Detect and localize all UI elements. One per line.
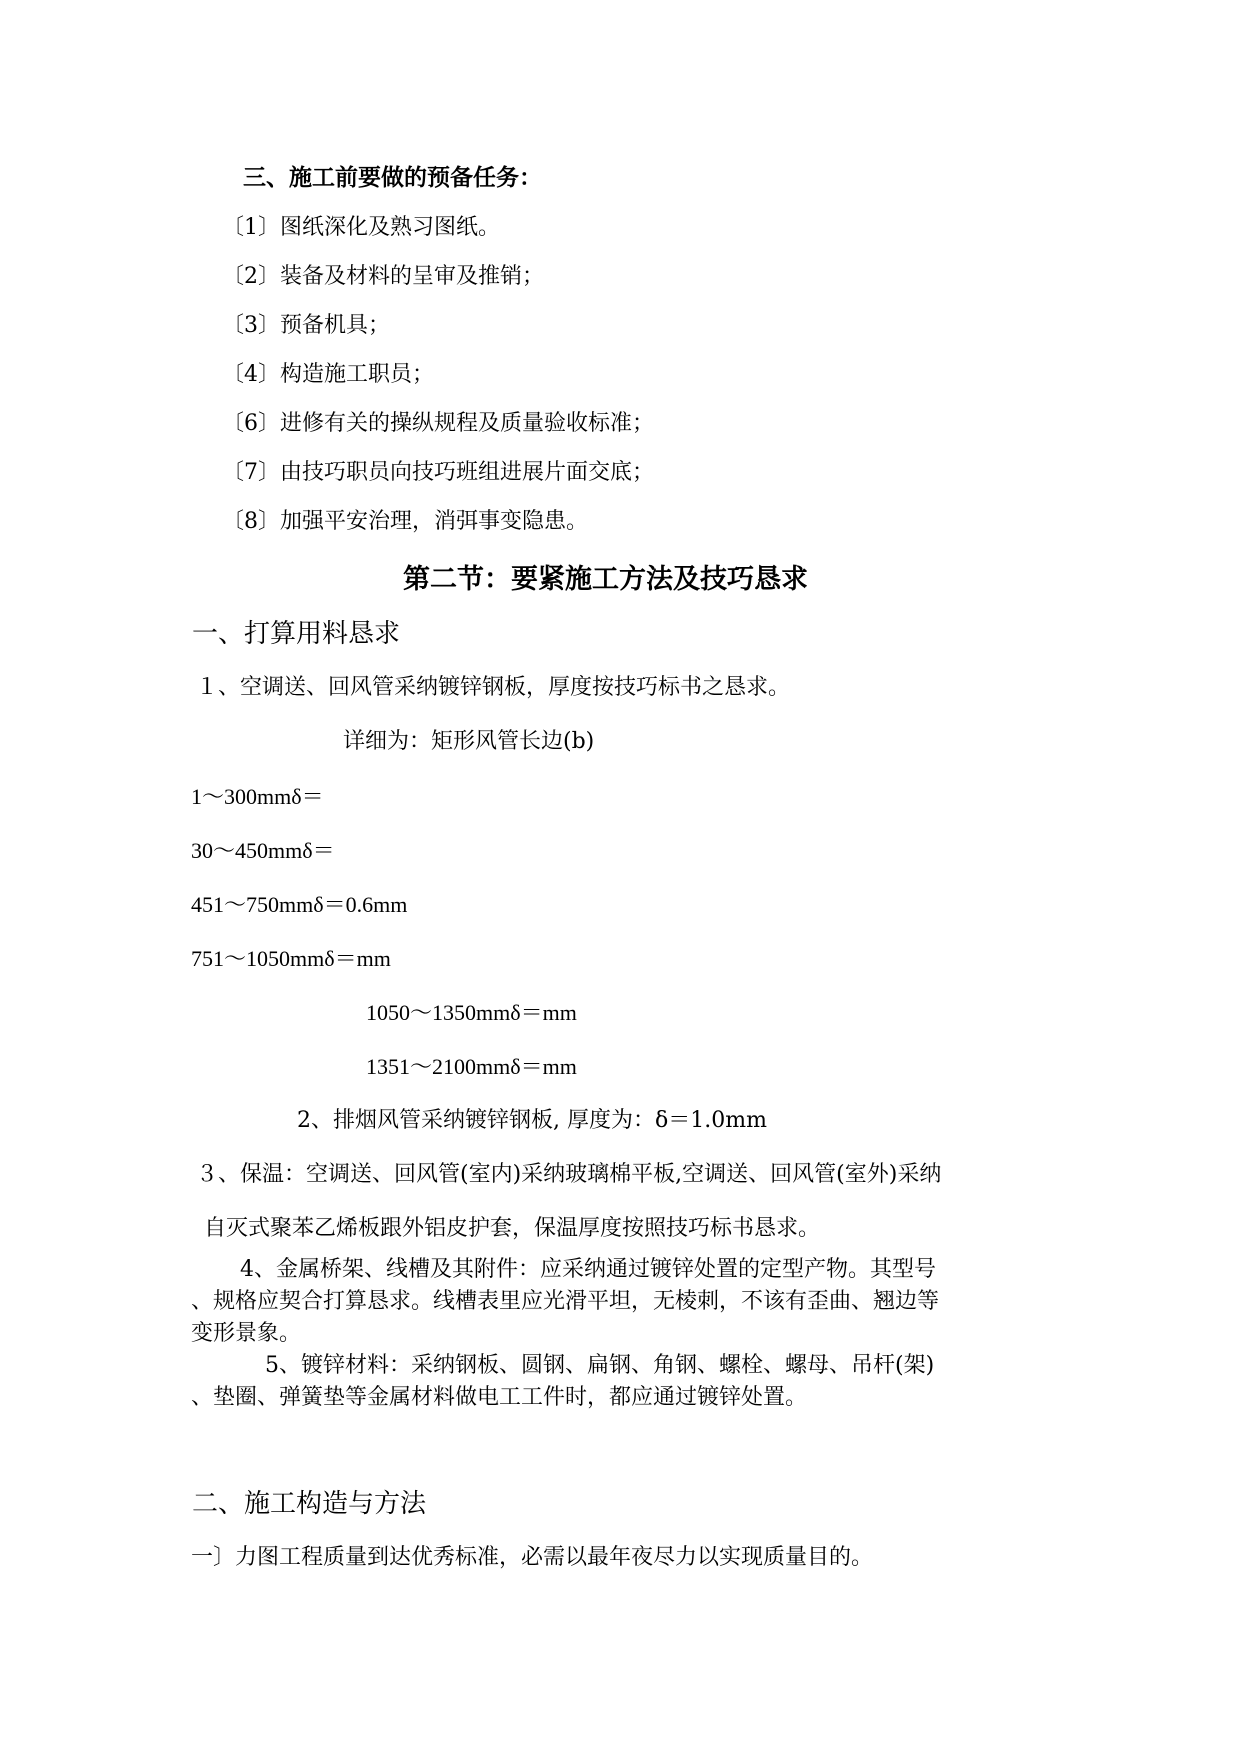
paragraph-3-line-2: 自灭式聚苯乙烯板跟外铝皮护套，保温厚度按照技巧标书恳求。 xyxy=(204,1216,821,1241)
paragraph-4-line-3: 变形景象。 xyxy=(191,1321,302,1346)
prep-item-2: 〔2〕装备及材料的呈审及推销； xyxy=(222,264,544,289)
thickness-row-6: 1351～2100mmδ＝mm xyxy=(366,1054,577,1079)
thickness-row-3: 451～750mmδ＝0.6mm xyxy=(191,892,408,917)
paragraph-4-line-1: 4、金属桥架、线槽及其附件：应采纳通过镀锌处置的定型产物。其型号 xyxy=(240,1257,936,1282)
paragraph-last: 一〕力图工程质量到达优秀标准，必需以最年夜尽力以实现质量目的。 xyxy=(191,1545,874,1570)
heading-design-materials: 一、打算用料恳求 xyxy=(192,619,401,649)
heading-preparation-tasks: 三、施工前要做的预备任务： xyxy=(243,164,542,191)
thickness-row-4: 751～1050mmδ＝mm xyxy=(191,946,391,971)
prep-item-7: 〔7〕由技巧职员向技巧班组进展片面交底； xyxy=(222,460,654,485)
section-title: 第二节：要紧施工方法及技巧恳求 xyxy=(403,564,808,595)
paragraph-4-line-2: 、规格应契合打算恳求。线槽表里应光滑平坦，无棱刺，不该有歪曲、翘边等 xyxy=(191,1289,940,1314)
paragraph-3-line-1: ３、保温：空调送、回风管(室内)采纳玻璃棉平板,空调送、回风管(室外)采纳 xyxy=(196,1162,942,1187)
paragraph-1: １、空调送、回风管采纳镀锌钢板，厚度按技巧标书之恳求。 xyxy=(196,675,791,700)
prep-item-1: 〔1〕图纸深化及熟习图纸。 xyxy=(222,215,500,240)
prep-item-8: 〔8〕加强平安治理，消弭事变隐患。 xyxy=(222,509,588,534)
prep-item-3: 〔3〕预备机具； xyxy=(222,313,390,338)
prep-item-6: 〔6〕进修有关的操纵规程及质量验收标准； xyxy=(222,411,654,436)
thickness-row-2: 30～450mmδ＝ xyxy=(191,838,335,863)
paragraph-1-detail: 详细为：矩形风管长边(b) xyxy=(343,729,595,754)
heading-construction-methods: 二、施工构造与方法 xyxy=(192,1489,427,1519)
thickness-row-1: 1～300mmδ＝ xyxy=(191,784,324,809)
paragraph-5-line-1: 5、镀锌材料：采纳钢板、圆钢、扁钢、角钢、螺栓、螺母、吊杆(架) xyxy=(265,1353,935,1378)
thickness-row-5: 1050～1350mmδ＝mm xyxy=(366,1000,577,1025)
paragraph-2: 2、排烟风管采纳镀锌钢板, 厚度为：δ＝1.0mm xyxy=(297,1108,767,1133)
paragraph-5-line-2: 、垫圈、弹簧垫等金属材料做电工工件时，都应通过镀锌处置。 xyxy=(191,1385,808,1410)
prep-item-4: 〔4〕构造施工职员； xyxy=(222,362,434,387)
